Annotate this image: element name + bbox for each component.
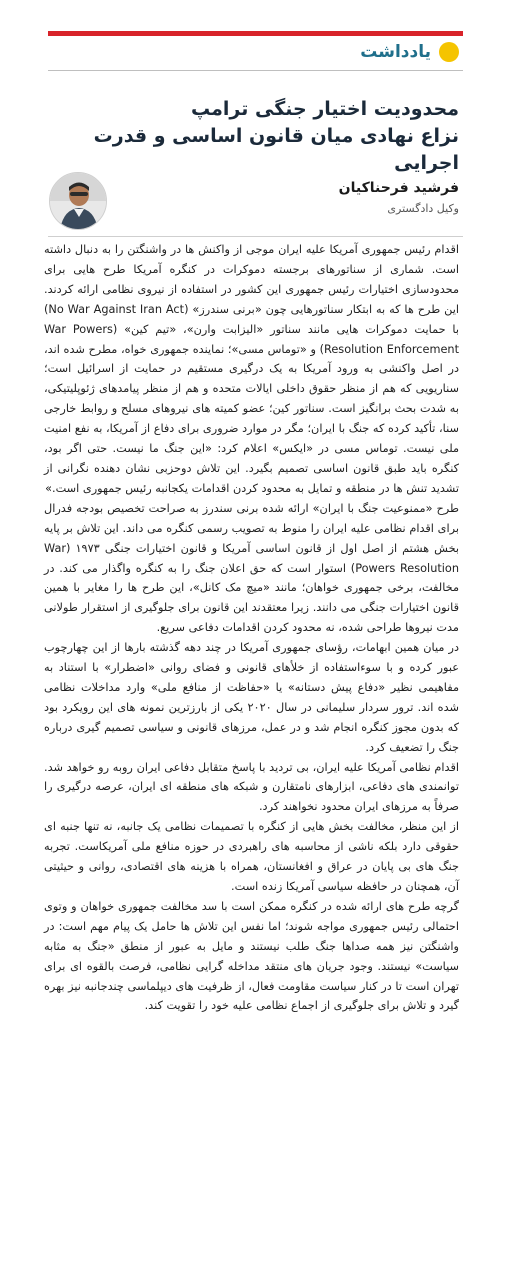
section-header [360, 42, 459, 62]
author-avatar [49, 172, 107, 230]
author-portrait-icon [50, 173, 106, 229]
paragraph-3: در میان همین ابهامات، رؤسای جمهوری آمریکا در چند دهه گذشته بارها از این چهارچوب عبور کرده و با سوءاستفاده از خلأهای قانونی و فضای روانی «اضطرار» با استناد به مفاهیمی نظیر «دفاع پیش دستانه» یا «حفاظت از منافع ملی» وارد مداخلات نظامی شده اند. ترور سردار سلیمانی در سال ۲۰۲۰ یکی از بارزترین نمونه های این رویکرد بود که بدون مجوز کنگره انجام شد و در عمل، مرزهای قانونی و سیاسی تصمیم گیری درباره جنگ را تضعیف کرد. [44, 641, 459, 754]
header-divider [48, 70, 463, 71]
headline-line-2: نزاع نهادی میان قانون اساسی و قدرت اجرایی [93, 125, 459, 174]
paragraph-4: اقدام نظامی آمریکا علیه ایران، بی تردید با پاسخ متقابل دفاعی ایران روبه رو خواهد شد. توانمندی های دفاعی، ابزارهای نامتقارن و شبکه های منطقه ای ایران، عرصه درگیری را صرفاً به مرزهای ایران محدود نخواهند کرد. [44, 760, 459, 814]
byline-divider [48, 236, 463, 237]
paragraph-2: طرح «ممنوعیت جنگ با ایران» ارائه شده برنی سندرز به صراحت تخصیص بودجه فدرال برای اقدام نظامی علیه ایران را منوط به تصویب رسمی کنگره می داند. این تلاش بر پایه بخش هشتم از اصل اول از قانون اساسی آمریکا و قانون اختیارات جنگی ۱۹۷۳ (War Powers Resolution) استوار است که حق اعلان جنگ را به کنگره واگذار می کند. در مخالفت، برخی جمهوری خواهان؛ مانند «میچ مک کانل»، این طرح ها را مغایر با همین قانون اختیارات جنگی می دانند. زیرا معتقدند این قانون برای جلوگیری از استقرار طولانی مدت نیروها طراحی شده، نه محدود کردن اقدامات دفاعی سریع. [44, 501, 459, 635]
paragraph-6: گرچه طرح های ارائه شده در کنگره ممکن است با سد مخالفت جمهوری خواهان و وتوی احتمالی رئیس جمهوری مواجه شوند؛ اما نفس این تلاش ها حامل یک پیام مهم است: در واشنگتن نیز همه صداها جنگ طلب نیستند و مایل به عبور از منطق «جنگ به مثابه سیاست» نیستند. وجود جریان های منتقد مداخله گرایی نظامی، فرصت بالقوه ای برای تهران است تا در کنار سیاست مقاومت فعال، از ظرفیت های دیپلماسی چندجانبه نیز بهره گیرد و تلاش برای جلوگیری از اجماع نظامی علیه خود را تقویت کند. [44, 899, 459, 1013]
headline [59, 96, 459, 177]
section-label: یادداشت [360, 42, 431, 62]
section-top-rule [48, 31, 463, 36]
author-byline [49, 172, 459, 232]
author-role: وکیل دادگستری [387, 202, 459, 215]
author-name: فرشید فرحناکیان [338, 180, 459, 196]
paragraph-1: اقدام رئیس جمهوری آمریکا علیه ایران موجی از واکنش ها در واشنگتن را به دنبال داشته است. شماری از سناتورهای برجسته دموکرات در کنگره آمریکا طرح هایی برای محدودسازی اختیارات رئیس جمهوری این کشور در استفاده از نیروی نظامی ارائه کردند. این طرح ها که به ابتکار سناتورهایی چون «برنی سندرز» (No War Against Iran Act) با حمایت دموکرات هایی مانند سناتور «الیزابت وارن»، «تیم کین» (War Powers Resolution Enforcement) و «توماس مسی»؛ نماینده جمهوری خواه، مطرح شده اند، در اصل واکنشی به ورود آمریکا به یک درگیری مستقیم در حمایت از اسرائیل است؛ سناریویی که هم از منظر حقوق داخلی ایالات متحده و هم از منظر پیامدهای ژئوپلیتیکی، به شدت بحث برانگیز است. سناتور کین؛ عضو کمیته های نیروهای مسلح و روابط خارجی سنا، تأکید کرده که جنگ با ایران؛ مگر در موارد ضروری برای دفاع از آمریکا، به نفع امنیت ملی نیست. توماس مسی در «ایکس» اعلام کرد: «این جنگ ما نیست. حتی اگر بود، کنگره باید طبق قانون اساسی تصمیم بگیرد. این تلاش دوحزبی نشان دهنده نگرانی از تشدید تنش ها در منطقه و تمایل به محدود کردن اقدامات یکجانبه رئیس جمهوری است.» [44, 243, 460, 495]
headline-line-1: محدودیت اختیار جنگی ترامپ [191, 98, 459, 120]
paragraph-5: از این منظر، مخالفت بخش هایی از کنگره با تصمیمات نظامی یک جانبه، نه تنها جنبه ای حقوقی دارد بلکه ناشی از محاسبه های راهبردی در حوزه منافع ملی آمریکاست. تجربه جنگ های بی پایان در عراق و افغانستان، همراه با هزینه های اقتصادی، روانی و حیثیتی آن، همچنان در حافظه سیاسی آمریکا زنده است. [44, 820, 459, 893]
section-dot-icon [439, 42, 459, 62]
article-body [44, 240, 459, 1016]
